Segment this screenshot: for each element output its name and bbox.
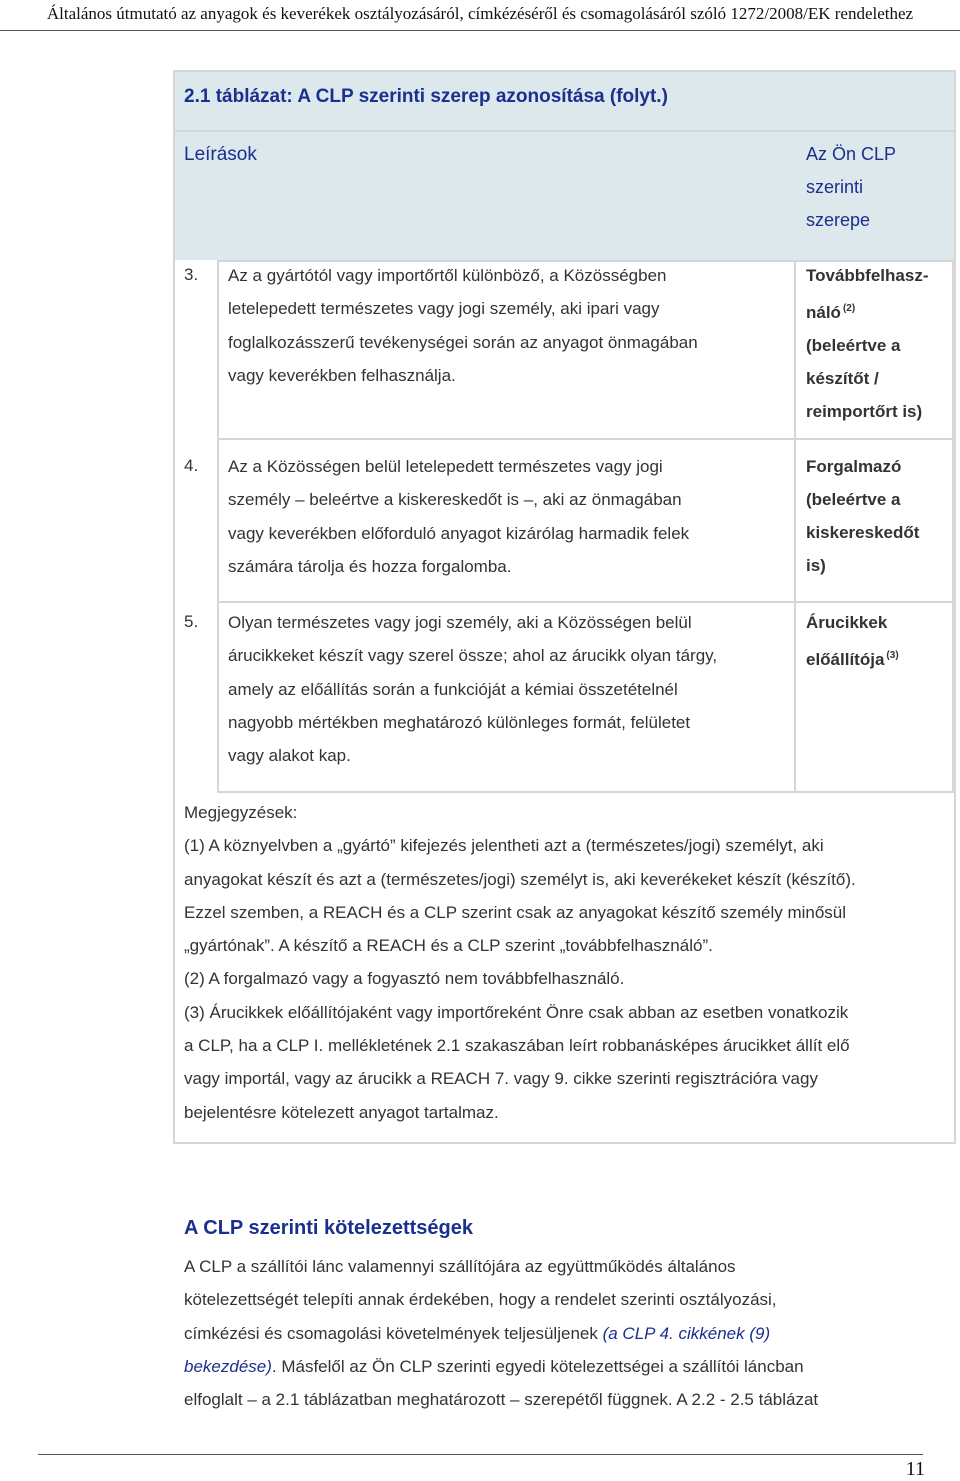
- row-3-number: 3.: [184, 265, 199, 284]
- table-notes: [184, 796, 954, 1129]
- description-line: számára tárolja és hozza forgalomba.: [228, 556, 512, 576]
- footnote-ref-3: (3): [886, 650, 899, 661]
- row-3-role: [806, 259, 951, 428]
- description-line: nagyobb mértékben meghatározó különleges formát, felületet: [228, 712, 691, 732]
- article-reference: (a CLP 4. cikkének (9): [602, 1323, 771, 1343]
- description-line: vagy keverékben felhasználja.: [228, 365, 456, 385]
- row-5-role: [806, 606, 951, 676]
- role-line: Forgalmazó: [806, 457, 902, 476]
- note-line: „gyártónak”. A készítő a REACH és a CLP szerint „továbbfelhasználó”.: [184, 936, 713, 956]
- row-4-description: [228, 450, 788, 583]
- section-body: [184, 1250, 954, 1416]
- role-line: (beleértve a: [806, 490, 901, 509]
- row-5-number: 5.: [184, 612, 199, 631]
- body-line: A CLP a szállítói lánc valamennyi szállítójára az együttműködés általános: [184, 1257, 736, 1276]
- role-line: náló $^{(2)}$: [806, 303, 856, 322]
- role-line: Továbbfelhasz-: [806, 266, 929, 285]
- description-line: Az a Közösségen belül letelepedett természetes vagy jogi: [228, 457, 663, 476]
- column-header-role-line: Az Ön CLP: [806, 144, 897, 164]
- role-line: (beleértve a: [806, 336, 901, 355]
- note-line: vagy importál, vagy az árucikk a REACH 7. vagy 9. cikke szerinti regisztrációra vagy: [184, 1069, 818, 1089]
- description-line: személy – beleértve a kiskereskedőt is –, aki az önmagában: [228, 490, 682, 510]
- role-line: Árucikkek: [806, 613, 888, 632]
- description-line: árucikkeket készít vagy szerel össze; ahol az árucikk olyan tárgy,: [228, 646, 718, 666]
- row-4-number: 4.: [184, 456, 199, 475]
- row-3-description: [228, 259, 788, 392]
- body-line: elfoglalt – a 2.1 táblázatban meghatározott – szerepétől függnek. A 2.2 - 2.5 táblázat: [184, 1390, 819, 1410]
- column-header-descriptions: Leírások: [184, 144, 257, 165]
- role-line: reimportőrt is): [806, 402, 923, 421]
- table-title: 2.1 táblázat: A CLP szerinti szerep azonosítása (folyt.): [184, 86, 668, 107]
- role-line: kiskereskedőt: [806, 523, 920, 542]
- description-line: Olyan természetes vagy jogi személy, aki a Közösségen belül: [228, 613, 692, 632]
- role-line: is): [806, 556, 826, 575]
- description-line: amely az előállítás során a funkcióját a kémiai összetételnél: [228, 679, 678, 699]
- column-header-role: [806, 138, 946, 237]
- description-line: vagy alakot kap.: [228, 746, 351, 766]
- footnote-ref-2: (2): [842, 303, 856, 314]
- body-line: kötelezettségét telepíti annak érdekében, hogy a rendelet szerinti osztályozási,: [184, 1290, 777, 1310]
- description-line: vagy keverékben előforduló anyagot kizárólag harmadik felek: [228, 523, 690, 543]
- description-line: foglalkozásszerű tevékenységei során az anyagot önmagában: [228, 332, 698, 352]
- note-line: (3) Árucikkek előállítójaként vagy importőreként Önre csak abban az esetben vonatkozik: [184, 1002, 849, 1022]
- page-number: 11: [905, 1458, 925, 1480]
- notes-heading: Megjegyzések:: [184, 803, 298, 822]
- note-line: (2) A forgalmazó vagy a fogyasztó nem továbbfelhasználó.: [184, 969, 625, 989]
- row-4-role: [806, 450, 951, 582]
- role-line: előállítója $^{(3)}$: [806, 650, 899, 669]
- note-line: a CLP, ha a CLP I. mellékletének 2.1 szakaszában leírt robbanásképes árucikket állít elő: [184, 1036, 850, 1056]
- column-header-role-line: szerepe: [806, 210, 871, 230]
- body-line: címkézési és csomagolási követelmények teljesüljenek (a CLP 4. cikkének (9): [184, 1323, 771, 1343]
- note-line: Ezzel szemben, a REACH és a CLP szerint csak az anyagokat készítő személy minősül: [184, 902, 847, 922]
- description-line: Az a gyártótól vagy importőrtől különböző, a Közösségben: [228, 266, 667, 285]
- running-header-title: Általános útmutató az anyagok és keverékek osztályozásáról, címkézéséről és csomagolásáról szóló 1272/2008/EK rendelethez: [46, 4, 914, 23]
- note-line: (1) A köznyelvben a „gyártó” kifejezés jelentheti azt a (természetes/jogi) személyt, aki: [184, 836, 824, 856]
- footer-divider: [38, 1454, 923, 1455]
- role-line: készítőt /: [806, 369, 879, 388]
- header-divider: [0, 30, 960, 31]
- description-line: letelepedett természetes vagy jogi személy, aki ipari vagy: [228, 299, 660, 319]
- body-line: bekezdése). Másfelől az Ön CLP szerinti egyedi kötelezettségei a szállítói láncban: [184, 1356, 804, 1376]
- row-5-description: [228, 606, 788, 772]
- note-line: bejelentésre kötelezett anyagot tartalmaz.: [184, 1102, 499, 1122]
- article-reference: bekezdése): [184, 1356, 272, 1376]
- note-line: anyagokat készít és azt a (természetes/jogi) személyt is, aki keverékeket készít (készítő).: [184, 869, 856, 889]
- section-heading: A CLP szerinti kötelezettségek: [184, 1217, 473, 1239]
- column-header-role-line: szerinti: [806, 177, 864, 197]
